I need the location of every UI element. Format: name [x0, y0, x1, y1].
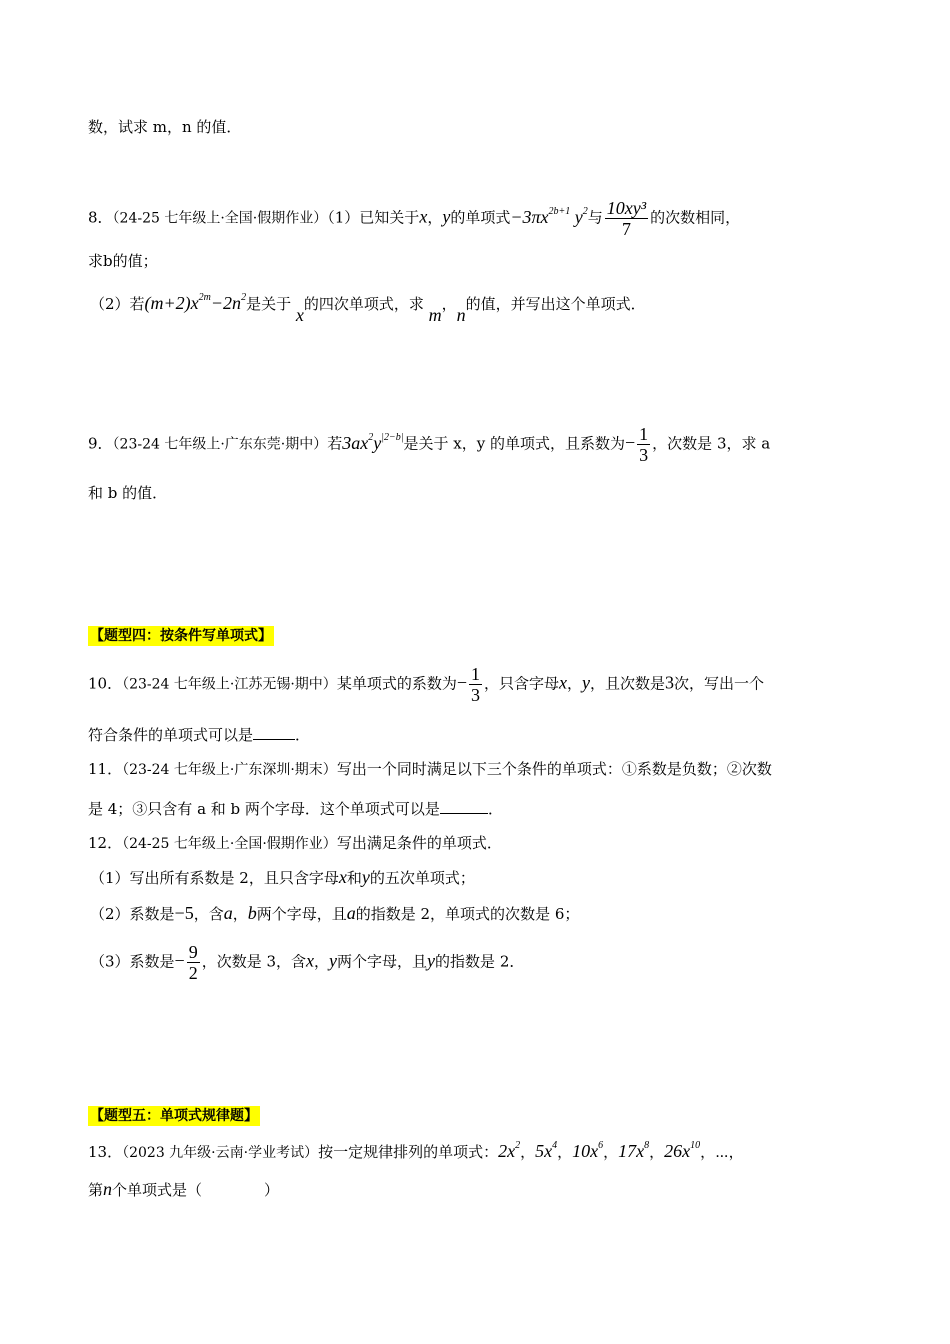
var-y: y [329, 950, 338, 971]
minus-sign: − [174, 950, 185, 971]
var-x: x [419, 206, 428, 227]
sequence-term: $26x^{10}$ [664, 1140, 701, 1161]
q9-text: ，次数是 3，求 a [652, 434, 771, 453]
fraction-10xy3-over-7: $\frac{\text{10xy³}}{7}$ [606, 198, 647, 239]
sequence-term: $10x^6$ [572, 1140, 604, 1161]
q8-text: 与 [587, 208, 603, 227]
q12-text: ，含 [193, 905, 224, 923]
q12-text: 的指数是 2，单项式的次数是 6； [355, 905, 580, 923]
q12-text: 的指数是 2． [435, 952, 525, 971]
q12-part2 [90, 902, 579, 925]
q12-text: ，次数是 3，含 [201, 952, 307, 971]
q8-part2 [90, 288, 646, 325]
q11-text: 写出一个同时满足以下三个条件的单项式：①系数是负数；②次数 [336, 760, 772, 778]
answer-blank[interactable] [253, 725, 295, 740]
q10-text: ，且次数是 [590, 674, 666, 693]
q8-text: 的值，并写出这个单项式． [465, 295, 646, 313]
fraction-1-over-3: $\frac{1}{3}$ [470, 664, 480, 705]
var-m: m [428, 305, 442, 325]
q11-text: 是 4；③只含有 a 和 b 两个字母．这个单项式可以是 [88, 800, 440, 818]
q9-source: （23-24 七年级上·广东东莞·期中） [112, 436, 328, 453]
q9-line1 [88, 424, 770, 465]
comma: ， [567, 674, 583, 693]
q9-text: 若 [327, 434, 343, 453]
q8-line1 [88, 198, 740, 239]
var-n: n [456, 305, 466, 325]
q13-source: （2023 九年级·云南·学业考试） [122, 1145, 319, 1161]
q9-line2: 和 b 的值． [88, 484, 168, 502]
section-heading-type5: 【题型五：单项式规律题】 [90, 1108, 258, 1124]
q12-source: （24-25 七年级上·全国·假期作业） [122, 836, 337, 852]
section-heading-type4: 【题型四：按条件写单项式】 [90, 628, 272, 644]
comma: ， [427, 208, 443, 227]
expression-m-plus-2: $(m+2)x^{2m}-2n^2$ [144, 292, 247, 313]
var-a: a [346, 903, 356, 923]
comma: ， [520, 1143, 536, 1161]
q12-text: 写出满足条件的单项式． [336, 834, 502, 852]
q12-text: （2）系数是 [90, 905, 175, 923]
var-n: n [103, 1179, 113, 1199]
var-x: x [295, 305, 304, 325]
q8-line2: 求b的值； [88, 252, 158, 270]
q8-text: 是关于 [246, 295, 292, 313]
coefficient: −5 [174, 903, 194, 923]
q9-number: 9． [88, 434, 113, 453]
q8-text: （1）已知关于 [327, 208, 420, 227]
sequence-term: $2x^2$ [498, 1140, 521, 1161]
sequence-term: $17x^8$ [618, 1140, 650, 1161]
q13-number: 13． [88, 1143, 123, 1161]
q13-text: 第 [88, 1181, 104, 1199]
q12-text: 的五次单项式； [369, 869, 475, 887]
q11-source: （23-24 七年级上·广东深圳·期末） [122, 762, 337, 778]
minus-sign: − [625, 432, 636, 453]
continuation-line: 数，试求 m，n 的值． [88, 118, 242, 136]
minus-sign: − [456, 672, 467, 693]
q8-text: 的四次单项式，求 [303, 295, 424, 313]
var-y: y [427, 950, 436, 971]
comma: ， [649, 1143, 665, 1161]
q10-text: 某单项式的系数为 [336, 674, 457, 693]
var-b: b [247, 903, 257, 923]
var-x: x [306, 950, 315, 971]
q11-line1 [88, 758, 772, 781]
q13-text: 按一定规律排列的单项式： [318, 1143, 499, 1161]
q13-line2 [88, 1178, 279, 1201]
q10-number: 10． [88, 674, 123, 693]
q8-number: 8． [88, 208, 113, 227]
comma: ， [557, 1143, 573, 1161]
comma: ， [232, 905, 248, 923]
var-y: y [442, 206, 451, 227]
q10-text: 次，写出一个 [674, 674, 765, 693]
q10-text: ，只含字母 [483, 674, 559, 693]
q12-text: （3）系数是 [90, 952, 175, 971]
q12-text: 两个字母，且 [337, 952, 428, 971]
q8-text: 的次数相同， [650, 208, 741, 227]
q12-part3 [90, 942, 524, 983]
q10-line2 [88, 724, 310, 746]
comma: ， [314, 952, 330, 971]
monomial-3ax2y: $3ax^2y^{|2-b|}$ [342, 431, 404, 453]
var-x: x [559, 672, 567, 693]
comma: ， [441, 295, 457, 313]
comma: ， [603, 1143, 619, 1161]
q12-number: 12． [88, 834, 123, 852]
period: ． [487, 800, 503, 818]
fraction-1-over-3: $\frac{1}{3}$ [639, 424, 649, 465]
q12-text: （1）写出所有系数是 2，且只含字母 [90, 869, 339, 887]
q8-source: （24-25 七年级上·全国·假期作业） [112, 210, 328, 227]
fraction-9-over-2: $\frac{9}{2}$ [188, 942, 198, 983]
q11-line2 [88, 798, 503, 820]
q12-line1 [88, 832, 502, 855]
q13-text: 个单项式是（ [112, 1181, 203, 1199]
sequence-term: $5x^4$ [535, 1140, 558, 1161]
q10-line1 [88, 664, 764, 705]
q12-text: 两个字母，且 [256, 905, 347, 923]
period: ． [295, 726, 311, 744]
q12-part1 [90, 866, 475, 889]
q8-text: 的单项式 [450, 208, 511, 227]
q10-source: （23-24 七年级上·江苏无锡·期中） [122, 676, 337, 693]
var-y: y [582, 672, 591, 693]
q11-number: 11． [88, 760, 123, 778]
var-x: x [338, 867, 347, 887]
answer-blank[interactable] [440, 799, 488, 814]
q10-text: 符合条件的单项式可以是 [88, 726, 254, 744]
var-y: y [361, 867, 370, 887]
q9-text: 是关于 x，y 的单项式，且系数为 [403, 434, 626, 453]
degree-value: 3 [665, 672, 675, 693]
q13-line1 [88, 1140, 744, 1164]
q13-text: ） [264, 1181, 280, 1199]
q8-text: （2）若 [90, 295, 145, 313]
monomial-1: $-3\pi x^{2b+1}$ $y^2$ [510, 205, 588, 227]
q12-text: 和 [346, 869, 362, 887]
ellipsis: ，⋯， [700, 1143, 744, 1161]
var-a: a [223, 903, 233, 923]
